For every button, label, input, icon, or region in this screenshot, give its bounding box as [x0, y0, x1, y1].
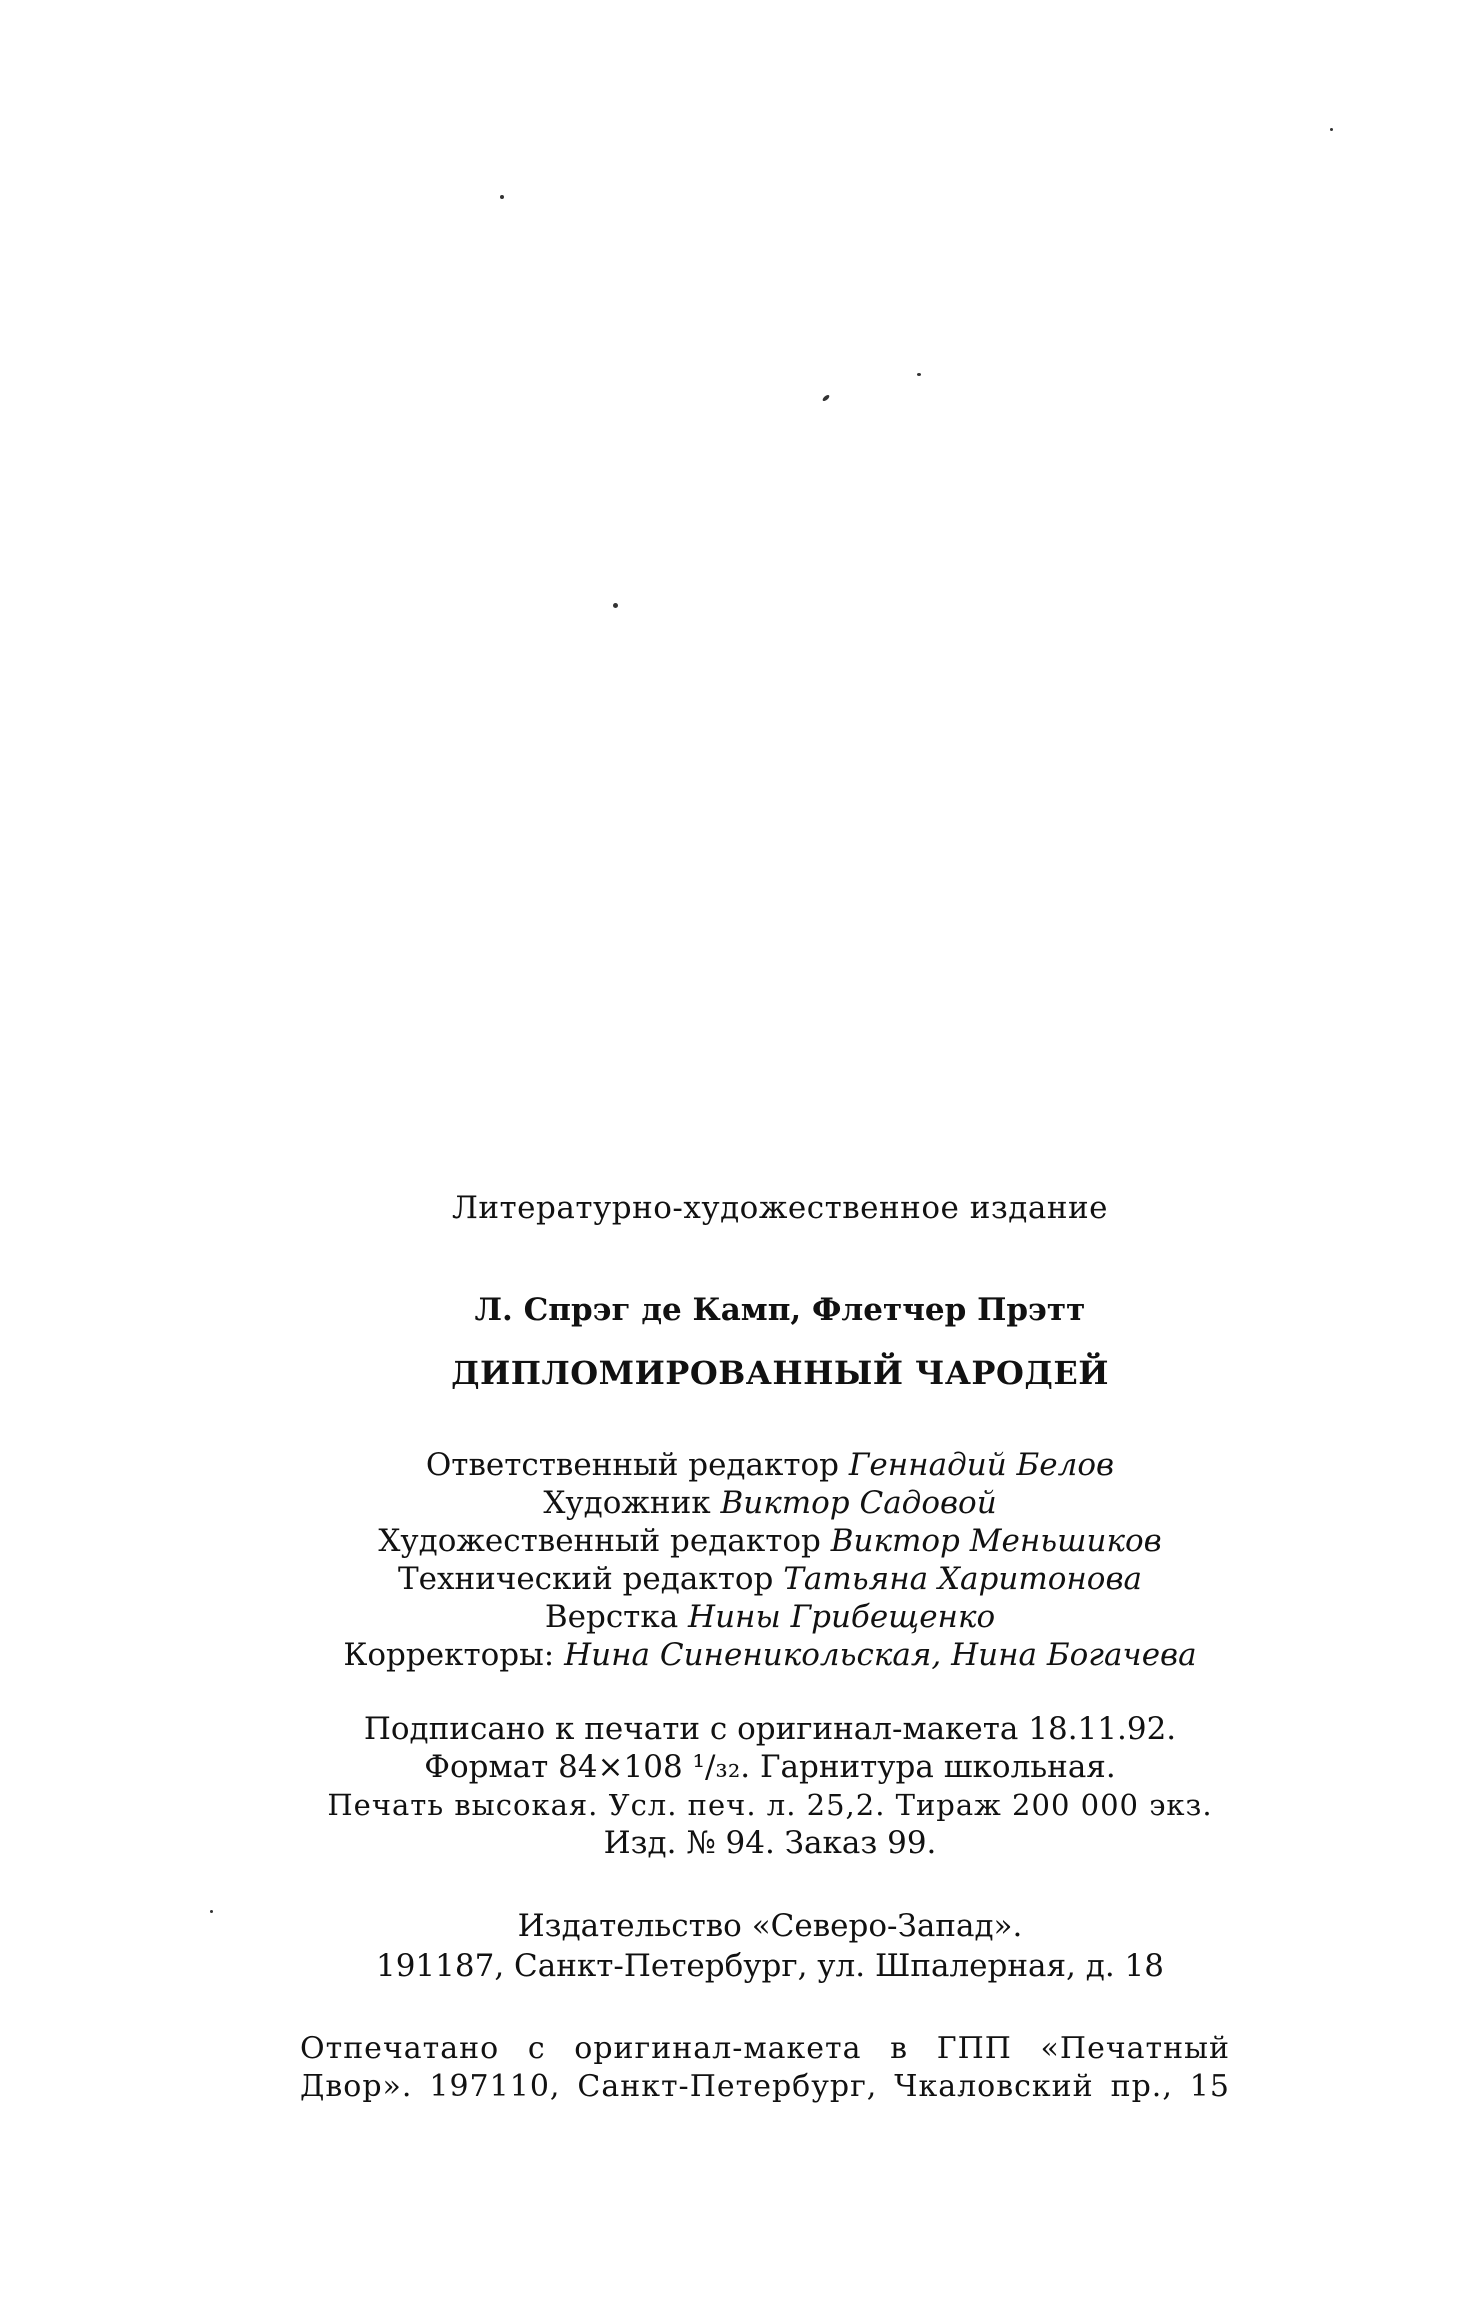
credit-role: Ответственный редактор	[425, 1447, 840, 1483]
credits	[300, 1446, 1240, 1674]
credit-line	[300, 1598, 1240, 1636]
credit-person: Татьяна Харитонова	[783, 1561, 1142, 1597]
publisher-address: 191187, Санкт-Петербург, ул. Шпалерная, д. 18	[375, 1948, 1165, 1984]
edition-type: Литературно-художественное издание	[451, 1190, 1109, 1226]
credit-line	[300, 1446, 1240, 1484]
print-info-line: Подписано к печати с оригинал-макета 18.11.92.	[363, 1711, 1177, 1747]
print-info-line: Печать высокая. Усл. печ. л. 25,2. Тираж 200 000 экз.	[327, 1788, 1213, 1822]
printer-info	[300, 2030, 1230, 2106]
authors: Л. Спрэг де Камп, Флетчер Прэтт	[474, 1292, 1086, 1328]
credit-role: Корректоры:	[343, 1637, 555, 1673]
credit-person: Виктор Меньшиков	[830, 1523, 1162, 1559]
publisher	[300, 1906, 1240, 1986]
imprint-block	[300, 1190, 1240, 2106]
credit-person: Нины Грибещенко	[688, 1599, 996, 1635]
publisher-name: Издательство «Северо-Запад».	[517, 1908, 1023, 1944]
print-info	[300, 1710, 1240, 1862]
credit-person: Геннадий Белов	[848, 1447, 1115, 1483]
credit-line	[300, 1522, 1240, 1560]
printer-line: Отпечатано с оригинал-макета в ГПП «Печатный	[300, 2031, 1230, 2066]
print-info-line: Формат 84×108 ¹/₃₂. Гарнитура школьная.	[424, 1749, 1116, 1785]
credit-line	[300, 1636, 1240, 1674]
credit-person: Нина Синеникольская, Нина Богачева	[564, 1637, 1197, 1673]
credit-role: Технический редактор	[398, 1561, 774, 1597]
print-speck	[822, 394, 831, 402]
print-speck	[500, 195, 504, 199]
credit-person: Виктор Садовой	[720, 1485, 997, 1521]
credit-role: Художник	[543, 1485, 711, 1521]
print-speck	[1330, 128, 1333, 131]
print-info-line: Изд. № 94. Заказ 99.	[603, 1825, 937, 1861]
credit-line	[300, 1484, 1240, 1522]
book-title: ДИПЛОМИРОВАННЫЙ ЧАРОДЕЙ	[451, 1354, 1109, 1392]
print-speck	[917, 373, 921, 376]
credit-role: Верстка	[544, 1599, 679, 1635]
printer-line: Двор». 197110, Санкт-Петербург, Чкаловский пр., 15	[300, 2069, 1230, 2104]
print-speck	[210, 1910, 213, 1913]
credit-line	[300, 1560, 1240, 1598]
credit-role: Художественный редактор	[378, 1523, 821, 1559]
print-speck	[613, 603, 618, 608]
